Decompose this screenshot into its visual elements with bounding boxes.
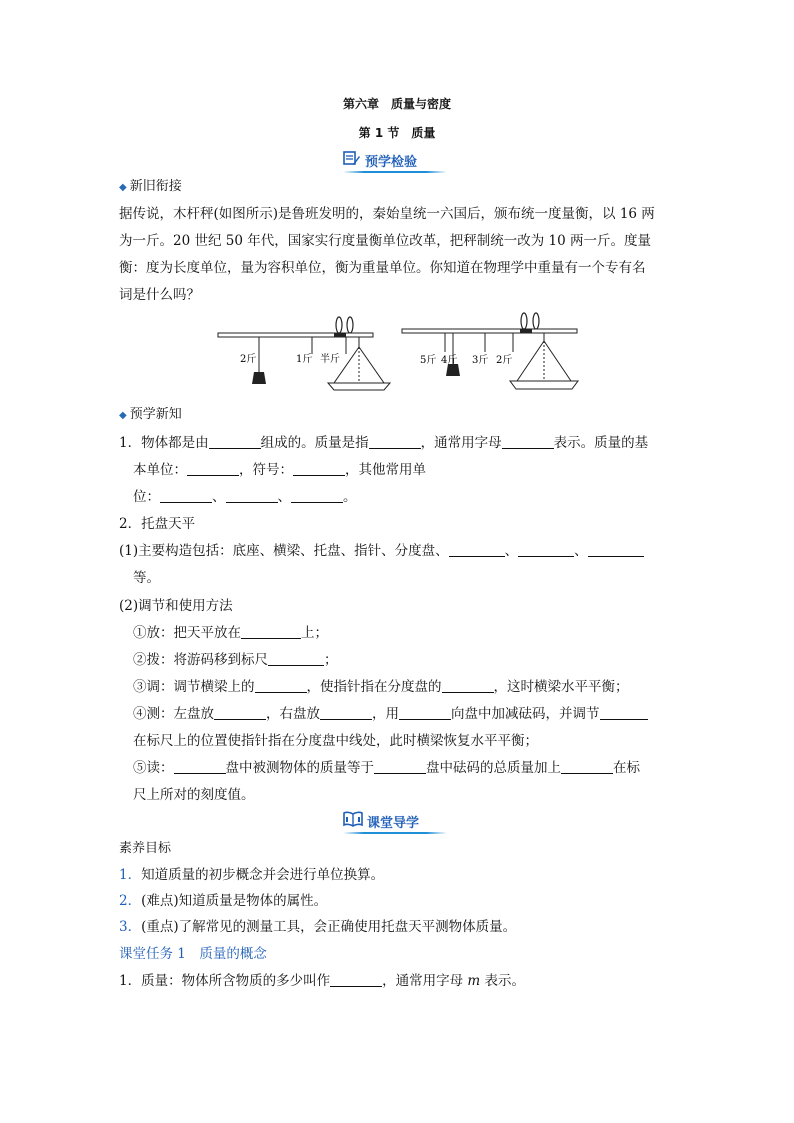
- banner-class-guide: [343, 811, 447, 831]
- scale-label: 2斤: [496, 355, 513, 366]
- answer-blank: [561, 759, 613, 774]
- scale-label: 3斤: [472, 355, 489, 366]
- banner-class-guide-label: 课堂导学: [367, 815, 420, 831]
- scale-label: 1斤: [296, 354, 313, 365]
- section-title: 第 1 节 质量: [358, 126, 436, 140]
- question-1-line-3: 位： 、 、 。: [133, 489, 357, 505]
- goal-item: 3．(重点)了解常见的测量工具，会正确使用托盘天平测物体质量。: [119, 919, 517, 935]
- open-book-icon: [343, 811, 363, 831]
- answer-blank: [588, 542, 644, 557]
- scale-label: 4斤: [441, 355, 458, 366]
- question-2-title: 2．托盘天平: [119, 516, 196, 532]
- answer-blank: [369, 434, 421, 449]
- answer-blank: [502, 434, 554, 449]
- question-1-line-2: 本单位： ，符号： ，其他常用单: [133, 462, 426, 478]
- answer-blank: [374, 759, 426, 774]
- scale-label: 5斤: [420, 355, 437, 366]
- right-steelyard: [402, 313, 578, 389]
- heading-goals: 素养目标: [119, 841, 172, 856]
- answer-blank: [160, 488, 212, 503]
- answer-blank: [226, 488, 278, 503]
- answer-blank: [330, 972, 382, 987]
- goal-item: 2．(难点)知道质量是物体的属性。: [119, 893, 328, 909]
- answer-blank: [293, 461, 345, 476]
- answer-blank: [291, 488, 343, 503]
- answer-blank: [320, 705, 372, 720]
- question-2-2-title: (2)调节和使用方法: [119, 598, 233, 614]
- answer-blank: [187, 461, 239, 476]
- weight-icon: [252, 372, 266, 384]
- paragraph-line: 据传说，木杆秤(如图所示)是鲁班发明的，秦始皇统一六国后，颁布统一度量衡，以 16 两: [119, 206, 655, 222]
- goal-item: 1．知道质量的初步概念并会进行单位换算。: [119, 867, 385, 883]
- steelyard-figure: [214, 312, 588, 398]
- answer-blank: [600, 705, 648, 720]
- step-tiao: ③调：调节横梁上的 ，使指针指在分度盘的 ，这时横梁水平平衡；: [133, 679, 629, 695]
- step-ce-line-2: 在标尺上的位置使指针指在分度盘中线处，此时横梁恢复水平平衡；: [133, 733, 538, 749]
- diamond-bullet-icon: ◆: [119, 410, 127, 421]
- left-steelyard: [218, 317, 390, 390]
- answer-blank: [174, 759, 226, 774]
- answer-blank: [268, 651, 324, 666]
- diamond-bullet-icon: ◆: [119, 182, 127, 193]
- step-fang: ①放：把天平放在 上；: [133, 625, 328, 641]
- answer-blank: [449, 542, 505, 557]
- question-2-1-line-1: (1)主要构造包括：底座、横梁、托盘、指针、分度盘、 、 、: [119, 540, 644, 562]
- task-1-line: 1．质量：物体所含物质的多少叫作 ，通常用字母 m 表示。: [119, 973, 525, 989]
- chapter-title: 第六章 质量与密度: [342, 97, 451, 111]
- step-du-line-1: ⑤读： 盘中被测物体的质量等于 盘中砝码的总质量加上 在标: [133, 760, 640, 776]
- answer-blank: [209, 434, 261, 449]
- paragraph-line: 为一斤。20 世纪 50 年代，国家实行度量衡单位改革，把秤制统一改为 10 两一斤。度量: [119, 233, 651, 249]
- answer-blank: [518, 542, 574, 557]
- paragraph-line: 词是什么吗？: [119, 287, 200, 303]
- answer-blank: [241, 624, 301, 639]
- scale-label: 2斤: [240, 354, 257, 365]
- question-2-1-line-2: 等。: [133, 570, 160, 586]
- step-ce-line-1: ④测：左盘放 ，右盘放 ，用 向盘中加减砝码，并调节: [133, 703, 648, 725]
- answer-blank: [442, 678, 494, 693]
- heading-yuxue: ◆ 预学新知: [119, 407, 182, 422]
- scale-label: 半斤: [320, 354, 340, 365]
- task-1-heading: 课堂任务 1 质量的概念: [119, 946, 267, 962]
- answer-blank: [214, 705, 266, 720]
- paragraph-line: 衡：度为长度单位，量为容积单位，衡为重量单位。你知道在物理学中重量有一个专有名: [119, 260, 646, 276]
- step-bo: ②拨：将游码移到标尺 ；: [133, 652, 338, 668]
- step-du-line-2: 尺上所对的刻度值。: [133, 787, 255, 803]
- answer-blank: [255, 678, 307, 693]
- banner-preview-check: [343, 150, 447, 170]
- notebook-pencil-icon: [343, 150, 361, 170]
- answer-blank: [399, 705, 451, 720]
- banner-preview-check-label: 预学检验: [365, 154, 418, 170]
- heading-xinjiu: ◆ 新旧衔接: [119, 179, 182, 194]
- question-1-line-1: 1．物体都是由 组成的。质量是指 ，通常用字母 表示。质量的基: [119, 435, 649, 451]
